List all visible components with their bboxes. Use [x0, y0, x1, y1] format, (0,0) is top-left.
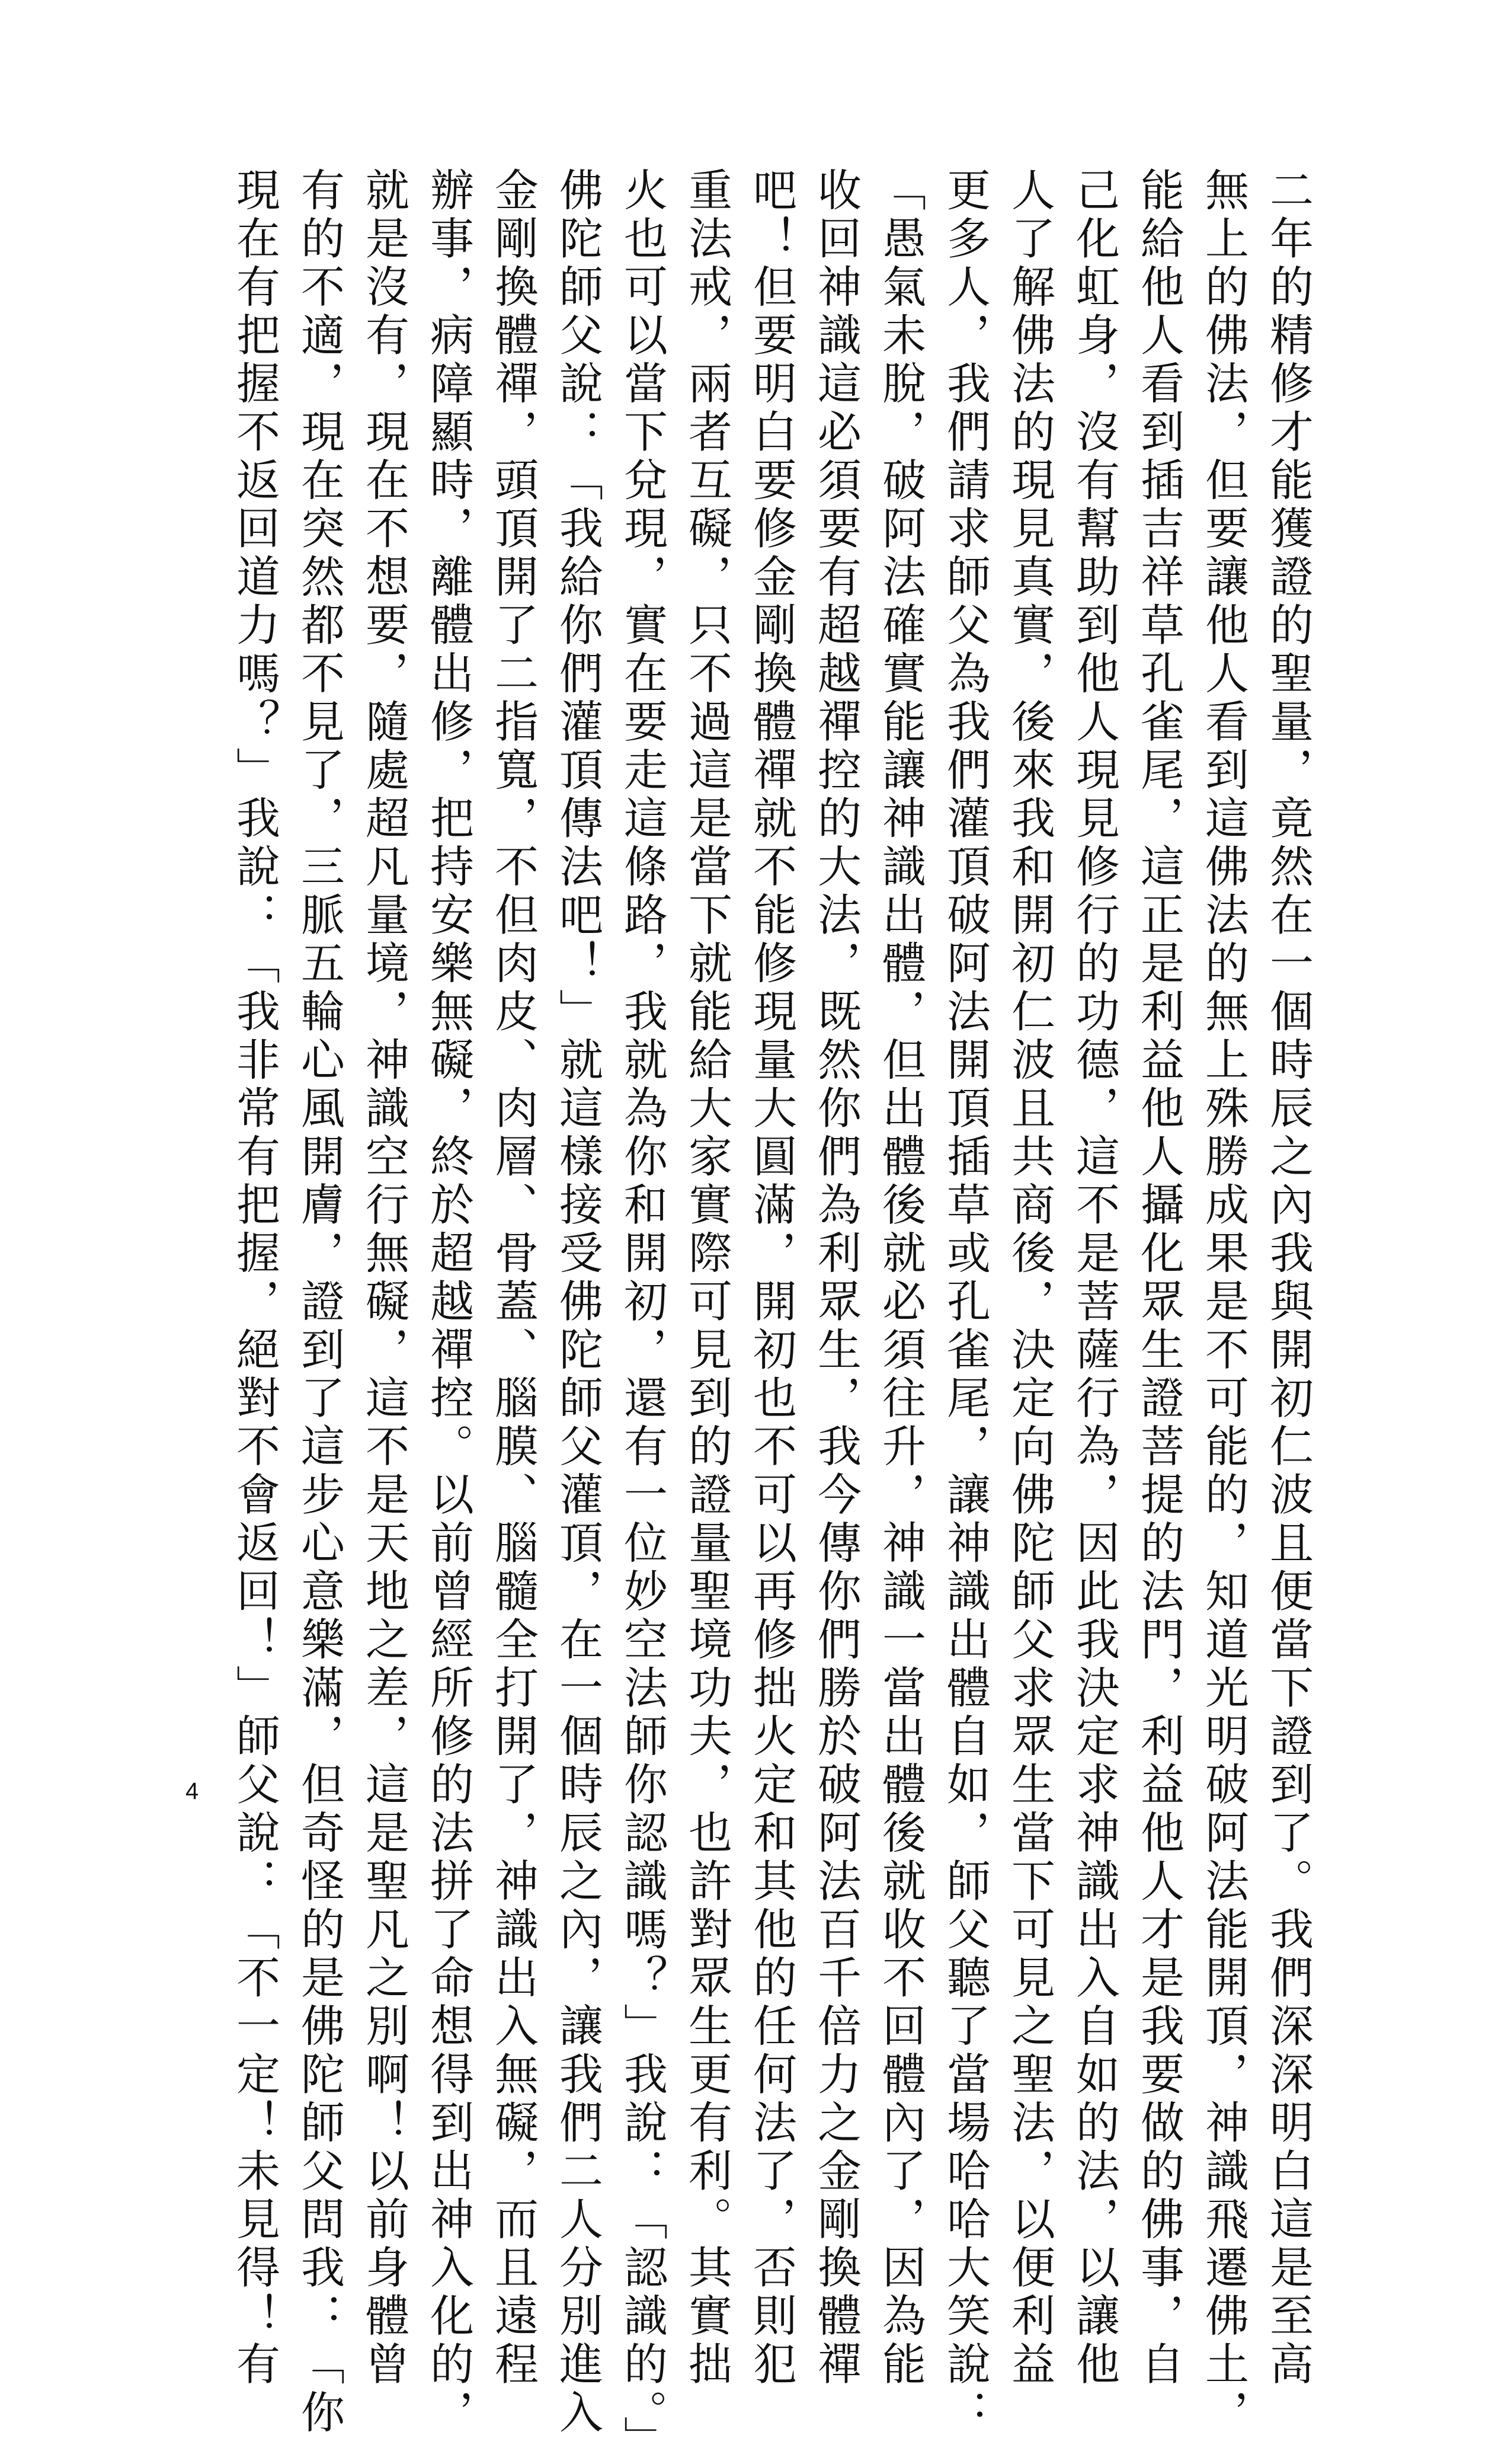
text-column-17: 現在有把握不返回道力嗎？」我說：「我非常有把握，絕對不會返回！」師父說：「不一定！未見得！有	[229, 167, 280, 2389]
text-column-9: 吧！但要明白要修金剛換體禪就不能修現量大圓滿，開初也不可以再修拙火定和其他的任何法了，否則犯	[746, 167, 797, 2389]
text-column-8: 收回神識這必須要有超越禪控的大法，既然你們為利眾生，我今傳你們勝於破阿法百千倍力之金剛換體禪	[811, 167, 862, 2389]
text-column-12: 佛陀師父說：「我給你們灌頂傳法吧！」就這樣接受佛陀師父灌頂，在一個時辰之內，讓我們二人分別進入	[552, 167, 603, 2438]
text-column-6: 更多人，我們請求師父為我們灌頂破阿法開頂插草或孔雀尾，讓神識出體自如，師父聽了當場哈哈大笑說：	[940, 167, 991, 2438]
text-column-11: 火也可以當下兌現，實在要走這條路，我就為你和開初，還有一位妙空法師你認識嗎？」我說：「認識的。」	[617, 167, 668, 2464]
text-column-5: 人了解佛法的現見真實，後來我和開初仁波且共商後，決定向佛陀師父求眾生當下可見之聖法，以便利益	[1004, 167, 1055, 2389]
vertical-text-body	[229, 167, 1320, 2464]
text-column-7: 「愚氣未脫，破阿法確實能讓神識出體，但出體後就必須往升，神識一當出體後就收不回體內了，因為能	[875, 167, 926, 2389]
page-number: 4	[185, 1778, 199, 1804]
text-column-2: 無上的佛法，但要讓他人看到這佛法的無上殊勝成果是不可能的，知道光明破阿法能開頂，神識飛遷佛土，	[1198, 167, 1249, 2438]
text-column-14: 辦事，病障顯時，離體出修，把持安樂無礙，終於超越禪控。以前曾經所修的法拼了命想得到出神入化的，	[423, 167, 474, 2438]
text-column-4: 己化虹身，沒有幫助到他人現見修行的功德，這不是菩薩行為，因此我決定求神識出入自如的法，以讓他	[1069, 167, 1120, 2389]
text-column-13: 金剛換體禪，頭頂開了二指寬，不但肉皮、肉層、骨蓋、腦膜、腦髓全打開了，神識出入無礙，而且遠程	[488, 167, 539, 2389]
text-column-1: 二年的精修才能獲證的聖量，竟然在一個時辰之內我與開初仁波且便當下證到了。我們深深明白這是至高	[1263, 167, 1314, 2389]
text-column-10: 重法戒，兩者互礙，只不過這是當下就能給大家實際可見到的證量聖境功夫，也許對眾生更有利。其實拙	[681, 167, 732, 2389]
text-column-16: 有的不適，現在突然都不見了，三脈五輪心風開膚，證到了這步心意樂滿，但奇怪的是佛陀師父問我：「你	[294, 167, 345, 2438]
text-column-15: 就是沒有，現在不想要，隨處超凡量境，神識空行無礙，這不是天地之差，這是聖凡之別啊！以前身體曾	[358, 167, 409, 2389]
text-column-3: 能給他人看到插吉祥草孔雀尾，這正是利益他人攝化眾生證菩提的法門，利益他人才是我要做的佛事，自	[1134, 167, 1185, 2389]
